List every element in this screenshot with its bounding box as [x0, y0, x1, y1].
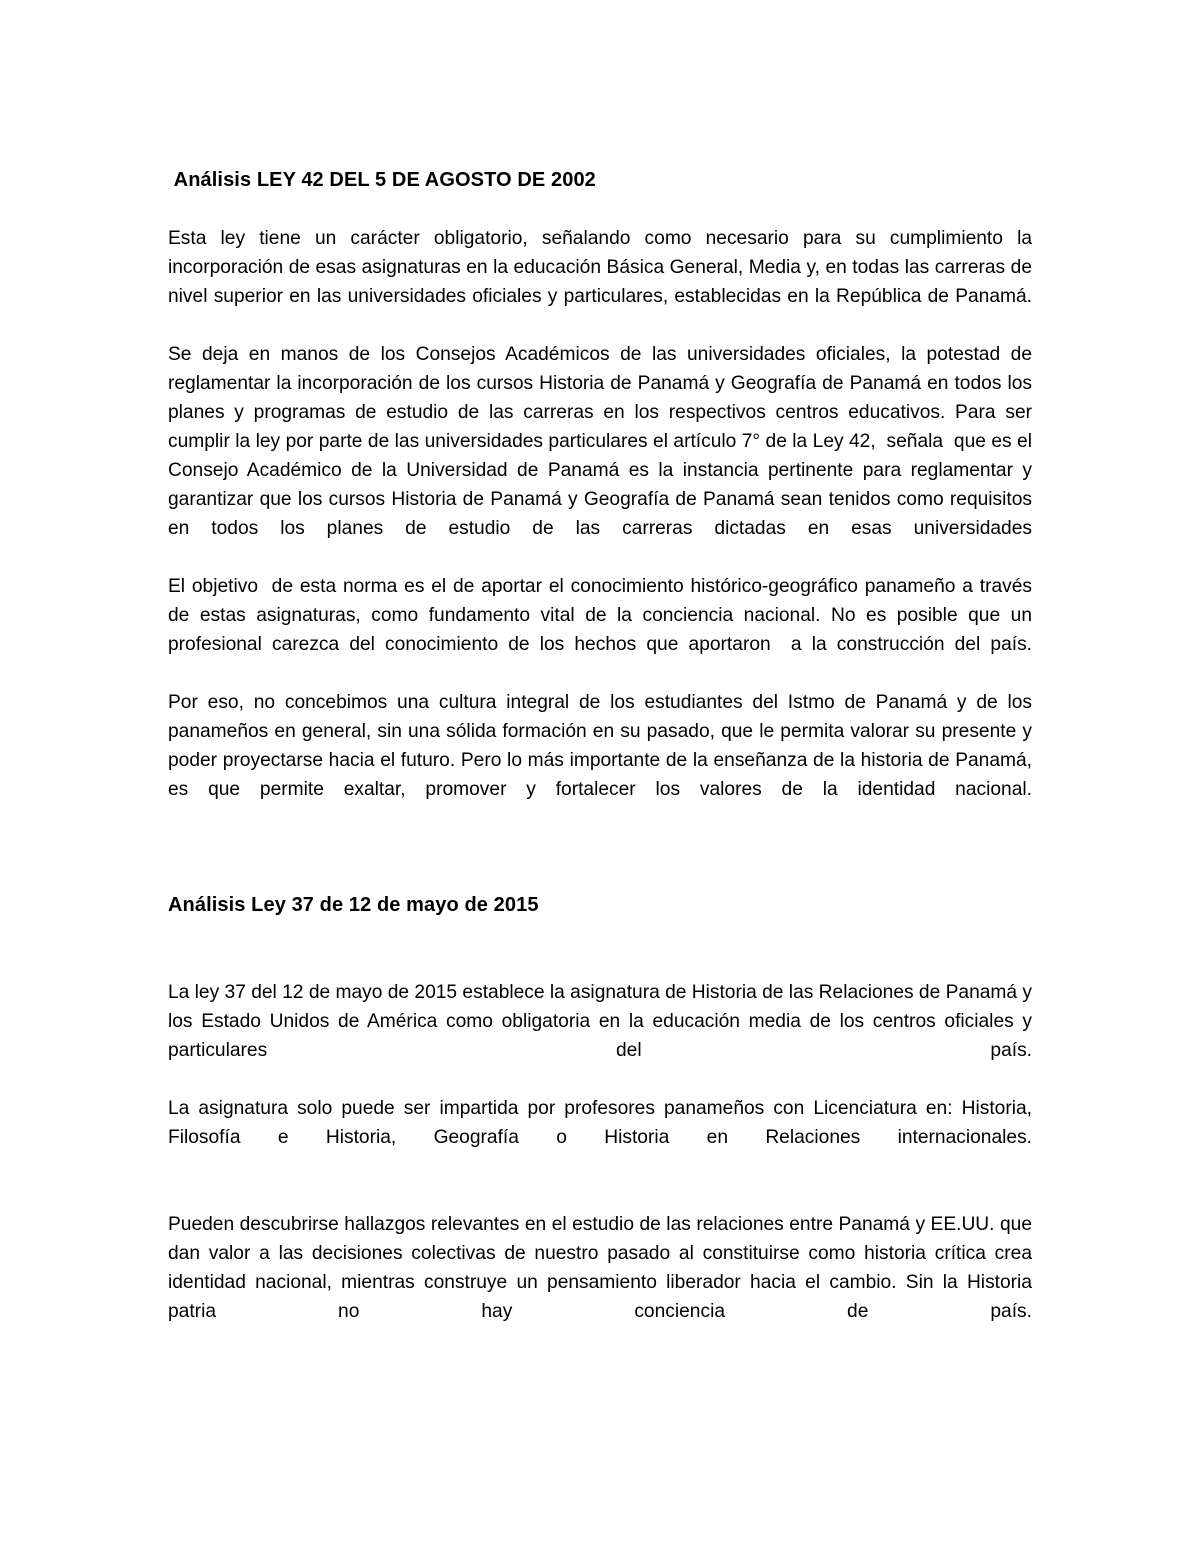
- section-heading-ley-42: Análisis LEY 42 DEL 5 DE AGOSTO DE 2002: [168, 169, 596, 191]
- document-body: [168, 166, 1038, 1355]
- spacer: [168, 1181, 1032, 1210]
- paragraph-ley42-caracter-obligatorio: Esta ley tiene un carácter obligatorio, señalando como necesario para su cumplimiento la incorporación de esas asignaturas en la educación Básica General, Media y, en todas las carreras de nivel superior en las universidades oficiales y particulares, establecidas en la República de Panamá.: [168, 228, 1038, 307]
- paragraph-ley37-licenciatura-requisitos: La asignatura solo puede ser impartida por profesores panameños con Licenciatura en: Historia, Filosofía e Historia, Geografía o Historia en Relaciones internacionales.: [168, 1098, 1038, 1148]
- spacer: [168, 920, 1032, 978]
- paragraph-ley42-objetivo-norma: El objetivo de esta norma es el de aportar el conocimiento histórico-geográfico panameño a través de estas asignaturas, como fundamento vital de la conciencia nacional. No es posible que un profesional carezca del conocimiento de los hechos que aportaron a la construcción del país.: [168, 576, 1038, 655]
- paragraph-ley37-hallazgos-relevantes: Pueden descubrirse hallazgos relevantes en el estudio de las relaciones entre Panamá y EE.UU. que dan valor a las decisiones colectivas de nuestro pasado al constituirse como historia crítica crea identidad nacional, mientras construye un pensamiento liberador hacia el cambio. Sin la Historia patria no hay conciencia de país.: [168, 1214, 1038, 1322]
- paragraph-ley37-establece-asignatura: La ley 37 del 12 de mayo de 2015 establece la asignatura de Historia de las Relaciones de Panamá y los Estado Unidos de América como obligatoria en la educación media de los centros oficiales y particulares del país.: [168, 982, 1038, 1061]
- section-heading-ley-37: Análisis Ley 37 de 12 de mayo de 2015: [168, 894, 539, 916]
- paragraph-ley42-consejos-academicos: Se deja en manos de los Consejos Académicos de las universidades oficiales, la potestad de reglamentar la incorporación de los cursos Historia de Panamá y Geografía de Panamá en todos los planes y programas de estudio de las carreras en los respectivos centros educativos. Para ser cumplir la ley por parte de las universidades particulares el artículo 7° de la Ley 42, señala que es el Consejo Académico de la Universidad de Panamá es la instancia pertinente para reglamentar y garantizar que los cursos Historia de Panamá y Geografía de Panamá sean tenidos como requisitos en todos los planes de estudio de las carreras dictadas en esas universidades: [168, 344, 1038, 539]
- spacer: [168, 833, 1032, 891]
- paragraph-ley42-cultura-integral: Por eso, no concebimos una cultura integral de los estudiantes del Istmo de Panamá y de los panameños en general, sin una sólida formación en su pasado, que le permita valorar su presente y poder proyectarse hacia el futuro. Pero lo más importante de la enseñanza de la historia de Panamá, es que permite exaltar, promover y fortalecer los valores de la identidad nacional.: [168, 692, 1038, 800]
- spacer: [168, 195, 1032, 224]
